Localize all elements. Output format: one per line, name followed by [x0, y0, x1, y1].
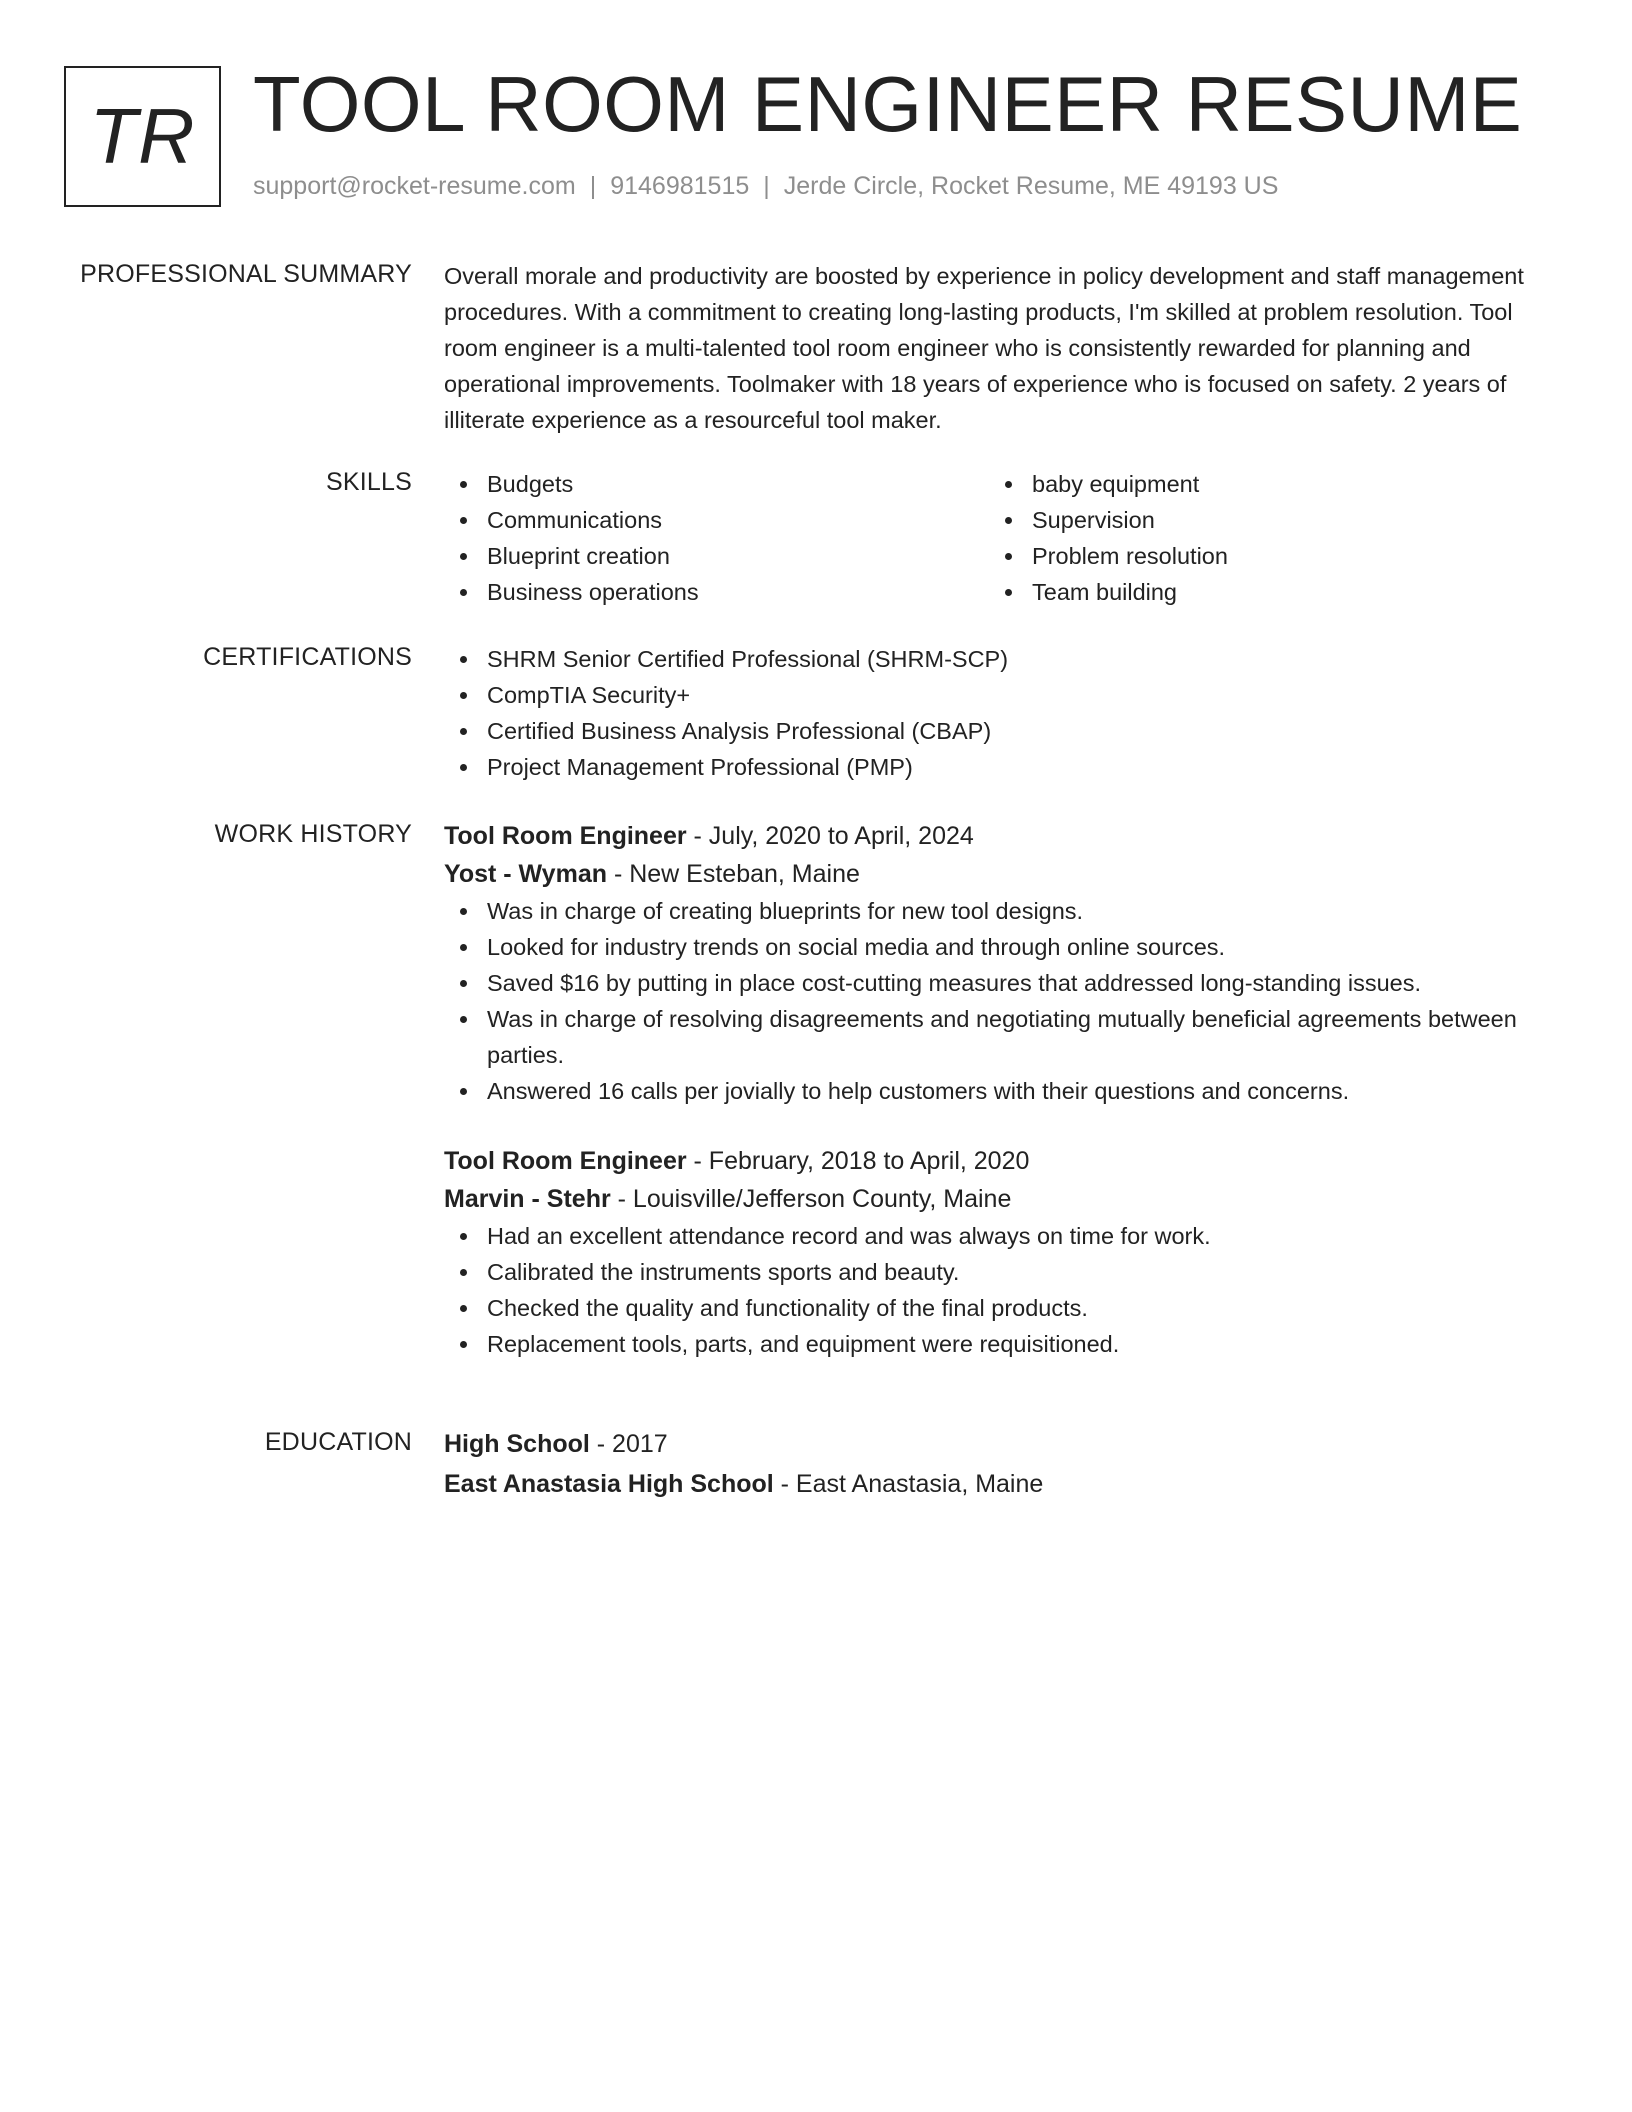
education-school: East Anastasia High School — [444, 1470, 774, 1498]
section-label-skills: SKILLS — [326, 468, 412, 496]
section-label-summary: PROFESSIONAL SUMMARY — [80, 260, 412, 288]
education-degree: High School — [444, 1430, 590, 1458]
section-label-education: EDUCATION — [264, 1428, 412, 1456]
job-entry — [444, 817, 1554, 1109]
contact-address: Jerde Circle, Rocket Resume, ME 49193 US — [783, 172, 1279, 200]
job-company: Yost - Wyman — [444, 860, 607, 888]
job-dates: - July, 2020 to April, 2024 — [686, 822, 974, 850]
certifications-body — [444, 641, 1554, 785]
page-title: TOOL ROOM ENGINEER RESUME — [253, 60, 1523, 148]
monogram-logo: TR — [64, 66, 221, 207]
skills-column-1 — [444, 466, 989, 610]
job-company: Marvin - Stehr — [444, 1185, 611, 1213]
section-label-work-history: WORK HISTORY — [214, 820, 412, 848]
skills-grid — [444, 466, 1554, 610]
summary-body — [444, 258, 1554, 438]
job-bullets — [444, 1218, 1554, 1362]
certifications-list — [444, 641, 1554, 785]
job-title: Tool Room Engineer — [444, 822, 687, 850]
job-company-line — [444, 1180, 1554, 1218]
job-bullet: Saved $16 by putting in place cost-cutting measures that addressed long-standing issues. — [444, 965, 1554, 1001]
education-degree-line — [444, 1425, 1554, 1463]
certification-item: Certified Business Analysis Professional (CBAP) — [444, 713, 1554, 749]
education-year: - 2017 — [589, 1430, 668, 1458]
certification-item: CompTIA Security+ — [444, 677, 1554, 713]
skill-item: Problem resolution — [989, 538, 1534, 574]
job-bullet: Looked for industry trends on social media and through online sources. — [444, 929, 1554, 965]
contact-line — [253, 172, 1278, 201]
contact-separator: | — [763, 172, 770, 200]
contact-phone: 9146981515 — [610, 172, 750, 200]
job-location: - New Esteban, Maine — [607, 860, 860, 888]
education-body — [444, 1425, 1554, 1503]
job-location: - Louisville/Jefferson County, Maine — [610, 1185, 1012, 1213]
skills-column-2 — [989, 466, 1534, 610]
certification-item: SHRM Senior Certified Professional (SHRM-SCP) — [444, 641, 1554, 677]
section-label-certifications: CERTIFICATIONS — [203, 643, 412, 671]
job-title-line — [444, 817, 1554, 855]
job-bullet: Had an excellent attendance record and was always on time for work. — [444, 1218, 1554, 1254]
skill-item: Team building — [989, 574, 1534, 610]
job-dates: - February, 2018 to April, 2020 — [686, 1147, 1030, 1175]
job-entry — [444, 1142, 1554, 1362]
job-bullet: Calibrated the instruments sports and beauty. — [444, 1254, 1554, 1290]
skill-item: Budgets — [444, 466, 989, 502]
job-bullet: Answered 16 calls per jovially to help customers with their questions and concerns. — [444, 1073, 1554, 1109]
education-location: - East Anastasia, Maine — [773, 1470, 1044, 1498]
job-title: Tool Room Engineer — [444, 1147, 687, 1175]
skill-item: Supervision — [989, 502, 1534, 538]
skill-item: Business operations — [444, 574, 989, 610]
work-history-body — [444, 817, 1554, 1362]
skill-item: baby equipment — [989, 466, 1534, 502]
skill-item: Communications — [444, 502, 989, 538]
job-company-line — [444, 855, 1554, 893]
job-bullet: Was in charge of creating blueprints for new tool designs. — [444, 893, 1554, 929]
job-title-line — [444, 1142, 1554, 1180]
certification-item: Project Management Professional (PMP) — [444, 749, 1554, 785]
job-bullet: Checked the quality and functionality of the final products. — [444, 1290, 1554, 1326]
skill-item: Blueprint creation — [444, 538, 989, 574]
education-school-line — [444, 1465, 1554, 1503]
job-bullet: Was in charge of resolving disagreements and negotiating mutually beneficial agreements between parties. — [444, 1001, 1554, 1073]
contact-email: support@rocket-resume.com — [253, 172, 576, 200]
contact-separator: | — [589, 172, 597, 200]
summary-text: Overall morale and productivity are boosted by experience in policy development and staff management procedures. With a commitment to creating long-lasting products, I'm skilled at problem resolution. Tool room engineer is a multi-talented tool room engineer who is consistently rewarded for planning and operational improvements. Toolmaker with 18 years of experience who is focused on safety. 2 years of illiterate experience as a resourceful tool maker. — [444, 263, 1524, 433]
skills-body — [444, 466, 1554, 610]
job-bullets — [444, 893, 1554, 1109]
job-bullet: Replacement tools, parts, and equipment were requisitioned. — [444, 1326, 1554, 1362]
